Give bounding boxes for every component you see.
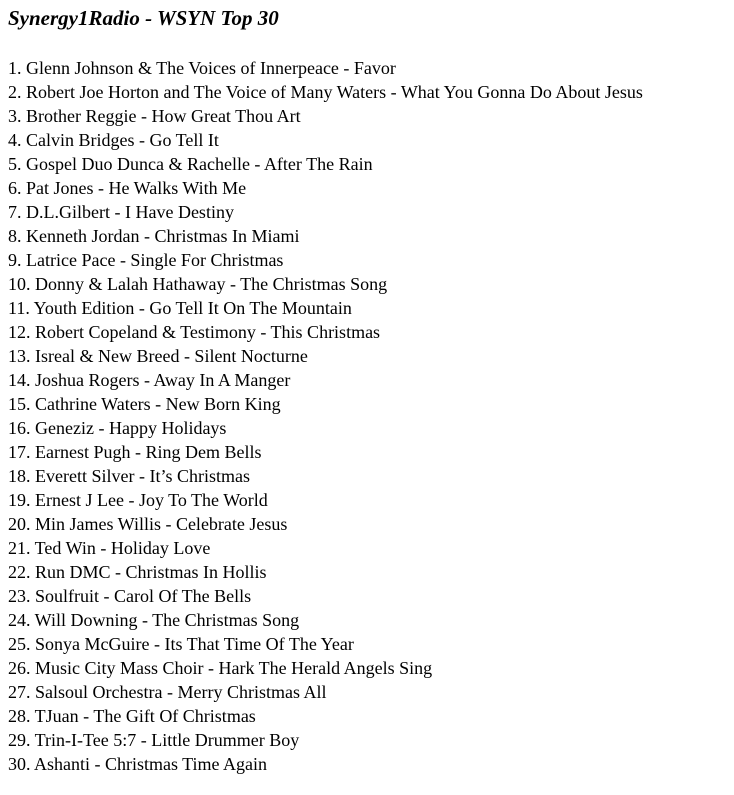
- list-item: 27. Salsoul Orchestra - Merry Christmas All: [8, 682, 327, 702]
- list-item: 8. Kenneth Jordan - Christmas In Miami: [8, 226, 300, 246]
- list-item: 25. Sonya McGuire - Its That Time Of The Year: [8, 634, 354, 654]
- list-item: 22. Run DMC - Christmas In Hollis: [8, 562, 267, 582]
- list-item: 6. Pat Jones - He Walks With Me: [8, 178, 247, 198]
- list-item: 17. Earnest Pugh - Ring Dem Bells: [8, 442, 262, 462]
- list-item: 1. Glenn Johnson & The Voices of Innerpeace - Favor: [8, 58, 396, 78]
- list-item: 30. Ashanti - Christmas Time Again: [8, 754, 268, 774]
- list-item: 3. Brother Reggie - How Great Thou Art: [8, 106, 301, 126]
- list-item: 13. Isreal & New Breed - Silent Nocturne: [8, 346, 308, 366]
- list-item: 23. Soulfruit - Carol Of The Bells: [8, 586, 252, 606]
- list-item: 5. Gospel Duo Dunca & Rachelle - After The Rain: [8, 154, 373, 174]
- list-item: 21. Ted Win - Holiday Love: [8, 538, 211, 558]
- list-item: 24. Will Downing - The Christmas Song: [8, 610, 300, 630]
- page-title: Synergy1Radio - WSYN Top 30: [8, 6, 279, 30]
- list-item: 9. Latrice Pace - Single For Christmas: [8, 250, 284, 270]
- list-item: 14. Joshua Rogers - Away In A Manger: [8, 370, 291, 390]
- top-30-list: [8, 56, 643, 776]
- list-item: 28. TJuan - The Gift Of Christmas: [8, 706, 256, 726]
- list-item: 12. Robert Copeland & Testimony - This Christmas: [8, 322, 381, 342]
- list-item: 26. Music City Mass Choir - Hark The Herald Angels Sing: [8, 658, 433, 678]
- list-item: 29. Trin-I-Tee 5:7 - Little Drummer Boy: [8, 730, 300, 750]
- list-item: 18. Everett Silver - It’s Christmas: [8, 466, 250, 486]
- list-item: 4. Calvin Bridges - Go Tell It: [8, 130, 219, 150]
- list-item: 16. Geneziz - Happy Holidays: [8, 418, 227, 438]
- list-item: 11. Youth Edition - Go Tell It On The Mountain: [8, 298, 352, 318]
- list-item: 10. Donny & Lalah Hathaway - The Christmas Song: [8, 274, 388, 294]
- list-item: 15. Cathrine Waters - New Born King: [8, 394, 281, 414]
- list-item: 19. Ernest J Lee - Joy To The World: [8, 490, 268, 510]
- list-item: 2. Robert Joe Horton and The Voice of Many Waters - What You Gonna Do About Jesus: [8, 82, 643, 102]
- list-item: 7. D.L.Gilbert - I Have Destiny: [8, 202, 234, 222]
- list-item: 20. Min James Willis - Celebrate Jesus: [8, 514, 288, 534]
